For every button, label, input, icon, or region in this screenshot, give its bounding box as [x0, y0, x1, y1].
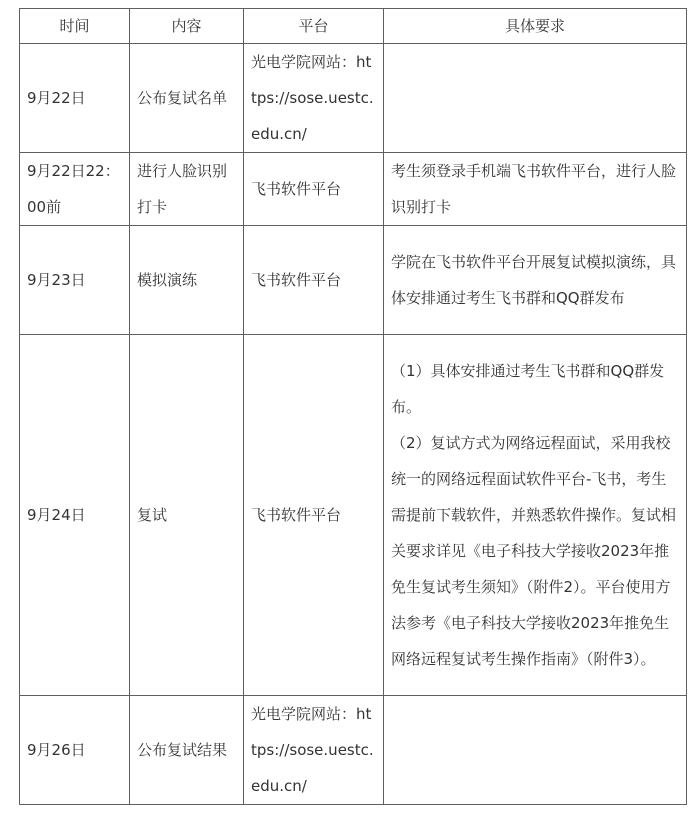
schedule-table: [19, 8, 687, 805]
cell-requirement: [384, 696, 687, 805]
cell-platform: 飞书软件平台: [244, 153, 384, 226]
cell-content: 复试: [130, 335, 244, 696]
cell-content: 公布复试结果: [130, 696, 244, 805]
table-row: [20, 153, 687, 226]
cell-requirement: [384, 335, 687, 696]
cell-time: 9月22日22：00前: [20, 153, 130, 226]
cell-requirement: 考生须登录手机端飞书软件平台，进行人脸识别打卡: [384, 153, 687, 226]
table-row: [20, 335, 687, 696]
cell-platform: 飞书软件平台: [244, 335, 384, 696]
cell-requirement: [384, 44, 687, 153]
requirement-line: （1）具体安排通过考生飞书群和QQ群发布。: [391, 362, 665, 416]
cell-time: 9月23日: [20, 226, 130, 335]
cell-platform: 光电学院网站：https://sose.uestc.edu.cn/: [244, 696, 384, 805]
header-content: 内容: [130, 9, 244, 44]
cell-content: 进行人脸识别打卡: [130, 153, 244, 226]
cell-time: 9月24日: [20, 335, 130, 696]
header-requirement: 具体要求: [384, 9, 687, 44]
cell-platform: 光电学院网站：https://sose.uestc.edu.cn/: [244, 44, 384, 153]
cell-requirement: 学院在飞书软件平台开展复试模拟演练，具体安排通过考生飞书群和QQ群发布: [384, 226, 687, 335]
table-row: [20, 696, 687, 805]
cell-time: 9月26日: [20, 696, 130, 805]
cell-platform: 飞书软件平台: [244, 226, 384, 335]
header-time: 时间: [20, 9, 130, 44]
header-platform: 平台: [244, 9, 384, 44]
table-row: [20, 44, 687, 153]
cell-time: 9月22日: [20, 44, 130, 153]
cell-content: 模拟演练: [130, 226, 244, 335]
table-header-row: [20, 9, 687, 44]
cell-content: 公布复试名单: [130, 44, 244, 153]
table-row: [20, 226, 687, 335]
requirement-line: （2）复试方式为网络远程面试，采用我校统一的网络远程面试软件平台-飞书，考生需提前下载软件，并熟悉软件操作。复试相关要求详见《电子科技大学接收2023年推免生复试考生须知》（附件2）。平台使用方法参考《电子科技大学接收2023年推免生网络远程复试考生操作指南》（附件3）。: [391, 434, 677, 668]
